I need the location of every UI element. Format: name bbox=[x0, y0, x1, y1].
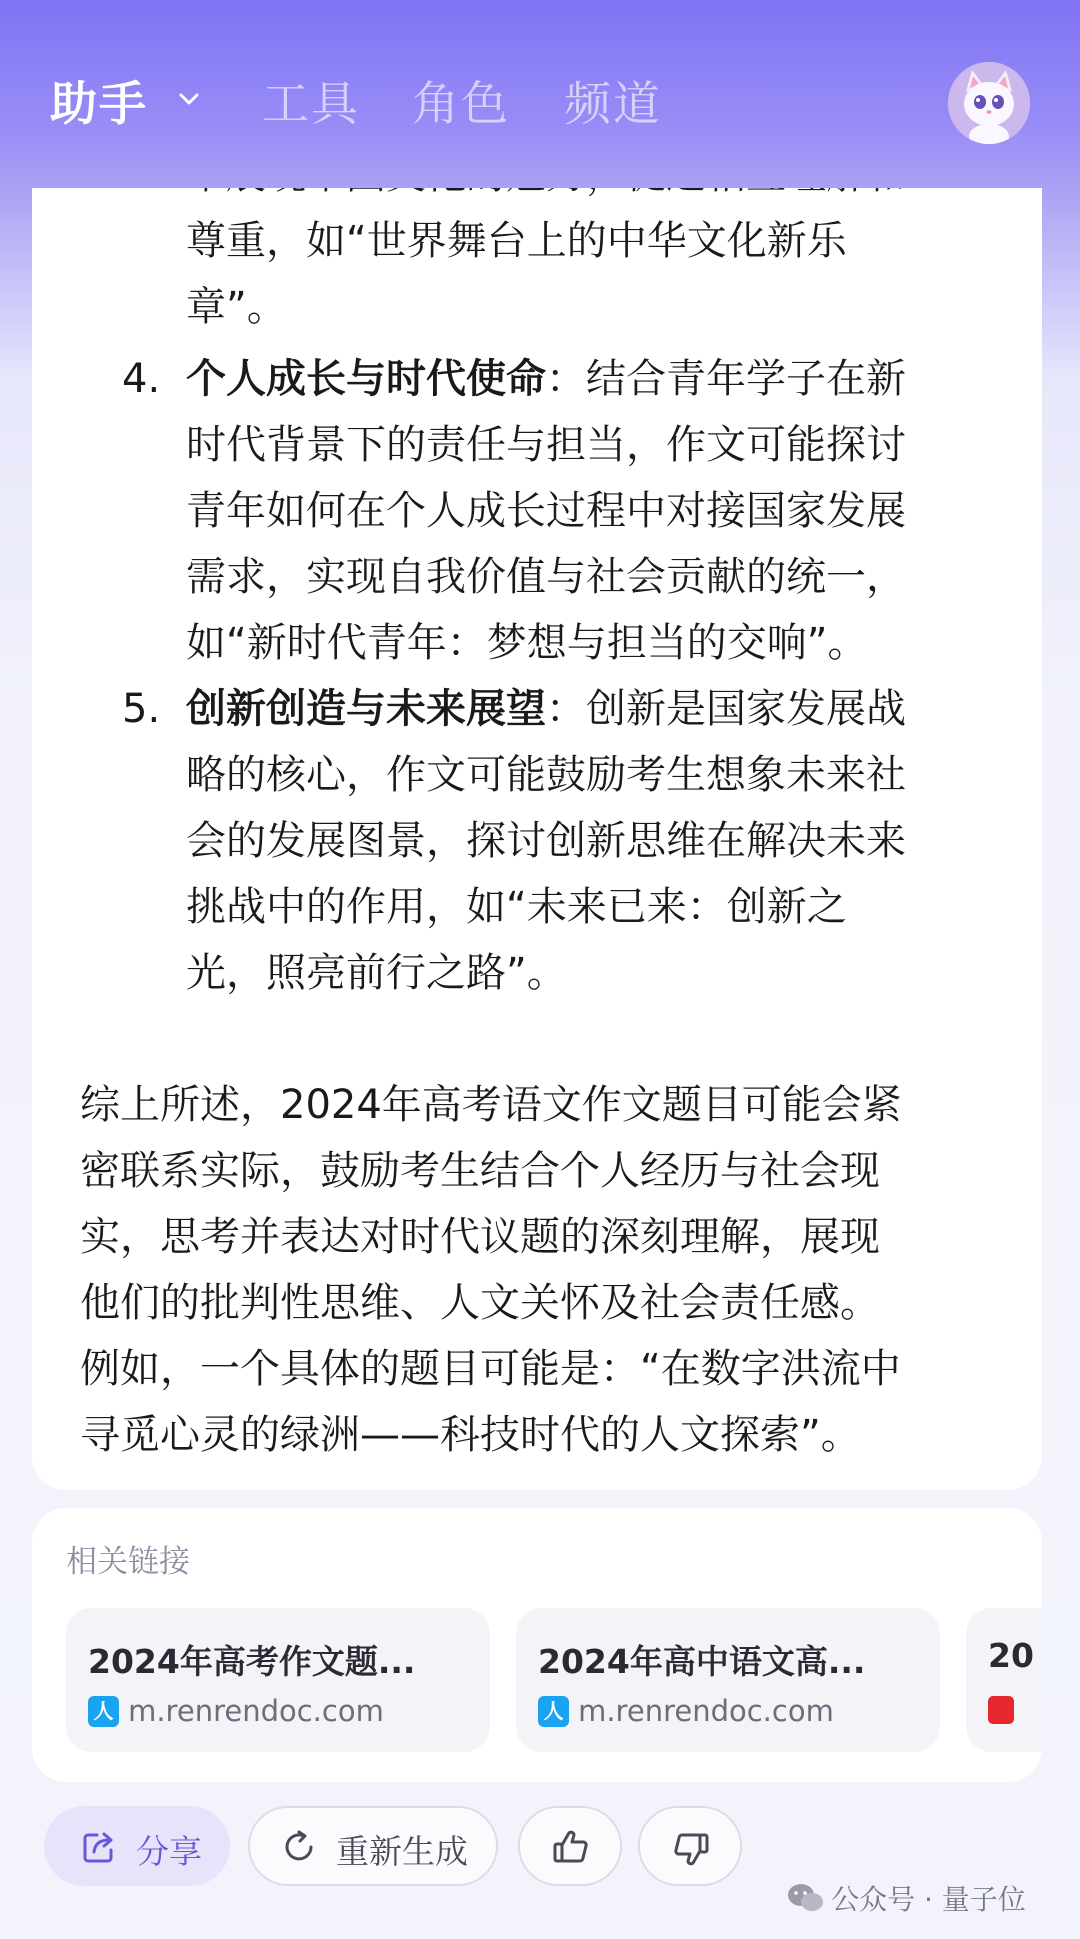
wechat-icon bbox=[786, 1881, 826, 1915]
related-link-card[interactable] bbox=[516, 1608, 940, 1752]
link-title: 20 bbox=[988, 1636, 1034, 1675]
renrendoc-icon: 人 bbox=[88, 1696, 119, 1727]
related-link-card[interactable] bbox=[66, 1608, 490, 1752]
list-item-text: 创新创造与未来展望：创新是国家发展战 略的核心，作文可能鼓励考生想象未来社 会的发展图景，探讨创新思维在解决未来 挑战中的作用，如“未来已来：创新之 光，照亮前行之路”。 bbox=[186, 686, 906, 996]
list-item-text: 尊重，如“世界舞台上的中华文化新乐 章”。 bbox=[186, 218, 847, 330]
dislike-button[interactable] bbox=[638, 1806, 742, 1886]
tab-channels[interactable]: 频道 bbox=[564, 77, 662, 132]
list-item-title: 个人成长与时代使命 bbox=[186, 356, 546, 402]
cat-avatar-icon bbox=[948, 62, 1030, 144]
tab-roles[interactable]: 角色 bbox=[412, 77, 510, 132]
related-links-card bbox=[32, 1508, 1042, 1782]
chevron-down-icon[interactable] bbox=[178, 88, 200, 110]
link-title: 2024年高考作文题... bbox=[88, 1642, 416, 1681]
refresh-icon bbox=[280, 1828, 318, 1866]
regenerate-label: 重新生成 bbox=[336, 1832, 468, 1871]
thumbs-down-icon bbox=[671, 1829, 711, 1869]
avatar[interactable] bbox=[948, 62, 1030, 144]
watermark bbox=[786, 1878, 1026, 1918]
list-item-title: 创新创造与未来展望 bbox=[186, 686, 546, 732]
tab-tools[interactable]: 工具 bbox=[262, 77, 360, 132]
list-number: 4. bbox=[122, 356, 161, 402]
related-link-card[interactable] bbox=[966, 1608, 1042, 1752]
tab-assistant[interactable]: 助手 bbox=[50, 77, 148, 132]
regenerate-button[interactable] bbox=[248, 1806, 498, 1886]
link-domain: m.renrendoc.com bbox=[128, 1694, 384, 1728]
xiaohongshu-icon bbox=[988, 1696, 1014, 1724]
answer-card bbox=[32, 150, 1042, 1490]
renrendoc-icon: 人 bbox=[538, 1696, 569, 1727]
list-number: 5. bbox=[122, 686, 161, 732]
list-item-text: 个人成长与时代使命：结合青年学子在新 时代背景下的责任与担当，作文可能探讨 青年如何在个人成长过程中对接国家发展 需求，实现自我价值与社会贡献的统一， 如“新时代青年：梦想与担当的交响”。 bbox=[186, 356, 906, 666]
top-navigation bbox=[0, 0, 1080, 188]
related-links-title: 相关链接 bbox=[66, 1544, 190, 1580]
link-domain: m.renrendoc.com bbox=[578, 1694, 834, 1728]
link-title: 2024年高中语文高... bbox=[538, 1642, 866, 1681]
share-icon bbox=[80, 1828, 118, 1866]
like-button[interactable] bbox=[518, 1806, 622, 1886]
summary-paragraph: 综上所述，2024年高考语文作文题目可能会紧 密联系实际，鼓励考生结合个人经历与社会现 实，思考并表达对时代议题的深刻理解，展现 他们的批判性思维、人文关怀及社会责任感。 例如，一个具体的题目可能是：“在数字洪流中 寻觅心灵的绿洲——科技时代的人文探索”。 bbox=[80, 1082, 902, 1458]
share-label: 分享 bbox=[136, 1832, 202, 1871]
share-button[interactable] bbox=[44, 1806, 230, 1886]
thumbs-up-icon bbox=[551, 1827, 591, 1867]
watermark-text: 公众号 · 量子位 bbox=[831, 1883, 1026, 1916]
